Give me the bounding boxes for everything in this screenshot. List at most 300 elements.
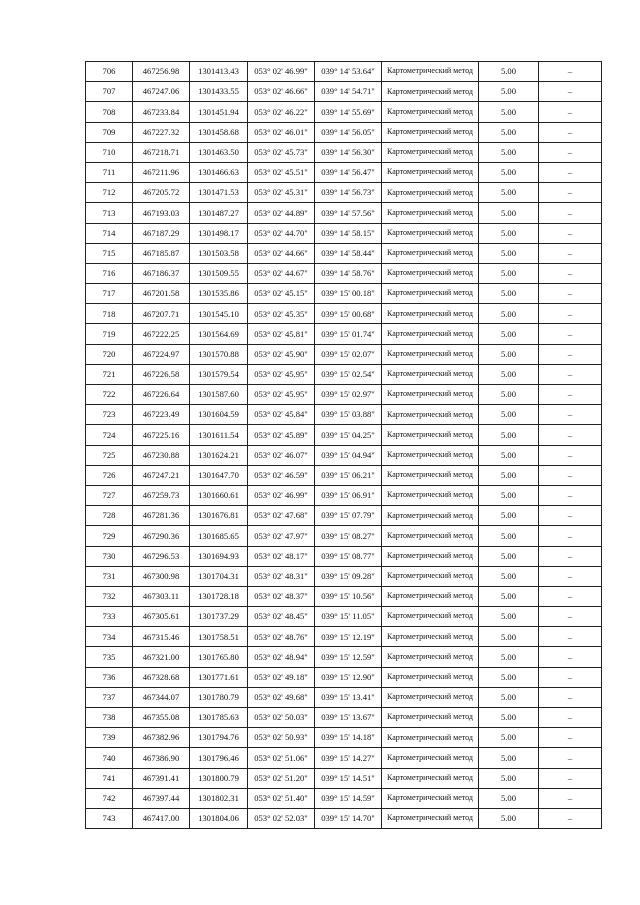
- accuracy-cell: 5.00: [479, 768, 539, 788]
- x-coordinate-cell: 467321.00: [133, 647, 190, 667]
- point-number-cell: 712: [86, 183, 133, 203]
- method-cell: Картометрический метод: [382, 364, 479, 384]
- x-coordinate-cell: 467315.46: [133, 627, 190, 647]
- note-cell: –: [539, 607, 602, 627]
- x-coordinate-cell: 467247.21: [133, 465, 190, 485]
- point-number-cell: 728: [86, 506, 133, 526]
- table-row: [86, 62, 602, 82]
- method-cell: Картометрический метод: [382, 425, 479, 445]
- accuracy-cell: 5.00: [479, 405, 539, 425]
- table-row: [86, 526, 602, 546]
- point-number-cell: 708: [86, 102, 133, 122]
- point-number-cell: 713: [86, 203, 133, 223]
- point-number-cell: 737: [86, 687, 133, 707]
- accuracy-cell: 5.00: [479, 324, 539, 344]
- x-coordinate-cell: 467344.07: [133, 687, 190, 707]
- point-number-cell: 714: [86, 223, 133, 243]
- longitude-cell: 039° 15' 14.18": [315, 728, 382, 748]
- x-coordinate-cell: 467193.03: [133, 203, 190, 223]
- note-cell: –: [539, 566, 602, 586]
- table-row: [86, 263, 602, 283]
- latitude-cell: 053° 02' 44.89": [248, 203, 315, 223]
- longitude-cell: 039° 14' 58.76": [315, 263, 382, 283]
- accuracy-cell: 5.00: [479, 485, 539, 505]
- longitude-cell: 039° 14' 56.47": [315, 162, 382, 182]
- table-row: [86, 748, 602, 768]
- table-row: [86, 223, 602, 243]
- point-number-cell: 740: [86, 748, 133, 768]
- table-row: [86, 687, 602, 707]
- accuracy-cell: 5.00: [479, 243, 539, 263]
- accuracy-cell: 5.00: [479, 708, 539, 728]
- x-coordinate-cell: 467355.08: [133, 708, 190, 728]
- y-coordinate-cell: 1301728.18: [190, 586, 248, 606]
- latitude-cell: 053° 02' 44.67": [248, 263, 315, 283]
- note-cell: –: [539, 364, 602, 384]
- y-coordinate-cell: 1301503.58: [190, 243, 248, 263]
- method-cell: Картометрический метод: [382, 708, 479, 728]
- note-cell: –: [539, 304, 602, 324]
- note-cell: –: [539, 445, 602, 465]
- y-coordinate-cell: 1301463.50: [190, 142, 248, 162]
- note-cell: –: [539, 324, 602, 344]
- accuracy-cell: 5.00: [479, 546, 539, 566]
- longitude-cell: 039° 14' 57.56": [315, 203, 382, 223]
- x-coordinate-cell: 467391.41: [133, 768, 190, 788]
- note-cell: –: [539, 546, 602, 566]
- longitude-cell: 039° 15' 13.67": [315, 708, 382, 728]
- method-cell: Картометрический метод: [382, 223, 479, 243]
- note-cell: –: [539, 708, 602, 728]
- latitude-cell: 053° 02' 45.31": [248, 183, 315, 203]
- accuracy-cell: 5.00: [479, 284, 539, 304]
- y-coordinate-cell: 1301564.69: [190, 324, 248, 344]
- latitude-cell: 053° 02' 45.90": [248, 344, 315, 364]
- note-cell: –: [539, 627, 602, 647]
- latitude-cell: 053° 02' 45.51": [248, 162, 315, 182]
- note-cell: –: [539, 647, 602, 667]
- latitude-cell: 053° 02' 51.20": [248, 768, 315, 788]
- note-cell: –: [539, 162, 602, 182]
- accuracy-cell: 5.00: [479, 647, 539, 667]
- accuracy-cell: 5.00: [479, 183, 539, 203]
- latitude-cell: 053° 02' 46.99": [248, 62, 315, 82]
- longitude-cell: 039° 14' 58.15": [315, 223, 382, 243]
- table-row: [86, 728, 602, 748]
- y-coordinate-cell: 1301451.94: [190, 102, 248, 122]
- table-row: [86, 142, 602, 162]
- table-row: [86, 82, 602, 102]
- point-number-cell: 719: [86, 324, 133, 344]
- note-cell: –: [539, 586, 602, 606]
- latitude-cell: 053° 02' 48.37": [248, 586, 315, 606]
- note-cell: –: [539, 485, 602, 505]
- table-row: [86, 102, 602, 122]
- method-cell: Картометрический метод: [382, 465, 479, 485]
- latitude-cell: 053° 02' 51.06": [248, 748, 315, 768]
- latitude-cell: 053° 02' 50.93": [248, 728, 315, 748]
- latitude-cell: 053° 02' 46.07": [248, 445, 315, 465]
- point-number-cell: 709: [86, 122, 133, 142]
- y-coordinate-cell: 1301780.79: [190, 687, 248, 707]
- method-cell: Картометрический метод: [382, 183, 479, 203]
- latitude-cell: 053° 02' 51.40": [248, 788, 315, 808]
- y-coordinate-cell: 1301647.70: [190, 465, 248, 485]
- latitude-cell: 053° 02' 45.15": [248, 284, 315, 304]
- latitude-cell: 053° 02' 47.97": [248, 526, 315, 546]
- table-row: [86, 667, 602, 687]
- latitude-cell: 053° 02' 45.81": [248, 324, 315, 344]
- longitude-cell: 039° 15' 04.94": [315, 445, 382, 465]
- table-row: [86, 485, 602, 505]
- longitude-cell: 039° 14' 56.30": [315, 142, 382, 162]
- y-coordinate-cell: 1301604.59: [190, 405, 248, 425]
- table-row: [86, 627, 602, 647]
- latitude-cell: 053° 02' 45.84": [248, 405, 315, 425]
- method-cell: Картометрический метод: [382, 566, 479, 586]
- longitude-cell: 039° 15' 02.07": [315, 344, 382, 364]
- x-coordinate-cell: 467386.90: [133, 748, 190, 768]
- point-number-cell: 735: [86, 647, 133, 667]
- accuracy-cell: 5.00: [479, 62, 539, 82]
- y-coordinate-cell: 1301471.53: [190, 183, 248, 203]
- note-cell: –: [539, 808, 602, 828]
- x-coordinate-cell: 467290.36: [133, 526, 190, 546]
- method-cell: Картометрический метод: [382, 62, 479, 82]
- y-coordinate-cell: 1301685.65: [190, 526, 248, 546]
- latitude-cell: 053° 02' 46.59": [248, 465, 315, 485]
- note-cell: –: [539, 82, 602, 102]
- latitude-cell: 053° 02' 44.70": [248, 223, 315, 243]
- method-cell: Картометрический метод: [382, 788, 479, 808]
- y-coordinate-cell: 1301794.76: [190, 728, 248, 748]
- table-row: [86, 425, 602, 445]
- latitude-cell: 053° 02' 48.17": [248, 546, 315, 566]
- longitude-cell: 039° 14' 56.05": [315, 122, 382, 142]
- x-coordinate-cell: 467227.32: [133, 122, 190, 142]
- point-number-cell: 707: [86, 82, 133, 102]
- point-number-cell: 733: [86, 607, 133, 627]
- longitude-cell: 039° 15' 03.88": [315, 405, 382, 425]
- y-coordinate-cell: 1301587.60: [190, 385, 248, 405]
- table-row: [86, 546, 602, 566]
- y-coordinate-cell: 1301433.55: [190, 82, 248, 102]
- longitude-cell: 039° 14' 55.69": [315, 102, 382, 122]
- x-coordinate-cell: 467205.72: [133, 183, 190, 203]
- accuracy-cell: 5.00: [479, 465, 539, 485]
- point-number-cell: 742: [86, 788, 133, 808]
- x-coordinate-cell: 467417.00: [133, 808, 190, 828]
- table-row: [86, 566, 602, 586]
- longitude-cell: 039° 15' 07.79": [315, 506, 382, 526]
- table-row: [86, 708, 602, 728]
- table-row: [86, 405, 602, 425]
- longitude-cell: 039° 15' 00.18": [315, 284, 382, 304]
- method-cell: Картометрический метод: [382, 82, 479, 102]
- accuracy-cell: 5.00: [479, 122, 539, 142]
- point-number-cell: 725: [86, 445, 133, 465]
- method-cell: Картометрический метод: [382, 687, 479, 707]
- table-row: [86, 808, 602, 828]
- latitude-cell: 053° 02' 48.94": [248, 647, 315, 667]
- longitude-cell: 039° 15' 08.77": [315, 546, 382, 566]
- accuracy-cell: 5.00: [479, 687, 539, 707]
- accuracy-cell: 5.00: [479, 607, 539, 627]
- latitude-cell: 053° 02' 52.03": [248, 808, 315, 828]
- table-row: [86, 344, 602, 364]
- accuracy-cell: 5.00: [479, 788, 539, 808]
- method-cell: Картометрический метод: [382, 203, 479, 223]
- x-coordinate-cell: 467305.61: [133, 607, 190, 627]
- point-number-cell: 710: [86, 142, 133, 162]
- longitude-cell: 039° 15' 06.21": [315, 465, 382, 485]
- y-coordinate-cell: 1301535.86: [190, 284, 248, 304]
- table-row: [86, 122, 602, 142]
- longitude-cell: 039° 14' 58.44": [315, 243, 382, 263]
- y-coordinate-cell: 1301458.68: [190, 122, 248, 142]
- point-number-cell: 729: [86, 526, 133, 546]
- table-row: [86, 506, 602, 526]
- accuracy-cell: 5.00: [479, 162, 539, 182]
- longitude-cell: 039° 15' 02.54": [315, 364, 382, 384]
- y-coordinate-cell: 1301611.54: [190, 425, 248, 445]
- x-coordinate-cell: 467224.97: [133, 344, 190, 364]
- note-cell: –: [539, 768, 602, 788]
- x-coordinate-cell: 467397.44: [133, 788, 190, 808]
- x-coordinate-cell: 467233.84: [133, 102, 190, 122]
- note-cell: –: [539, 284, 602, 304]
- point-number-cell: 734: [86, 627, 133, 647]
- longitude-cell: 039° 15' 08.27": [315, 526, 382, 546]
- latitude-cell: 053° 02' 47.68": [248, 506, 315, 526]
- note-cell: –: [539, 667, 602, 687]
- latitude-cell: 053° 02' 45.95": [248, 385, 315, 405]
- table-row: [86, 445, 602, 465]
- note-cell: –: [539, 405, 602, 425]
- accuracy-cell: 5.00: [479, 586, 539, 606]
- x-coordinate-cell: 467303.11: [133, 586, 190, 606]
- method-cell: Картометрический метод: [382, 667, 479, 687]
- point-number-cell: 706: [86, 62, 133, 82]
- table-row: [86, 768, 602, 788]
- latitude-cell: 053° 02' 46.99": [248, 485, 315, 505]
- x-coordinate-cell: 467247.06: [133, 82, 190, 102]
- accuracy-cell: 5.00: [479, 344, 539, 364]
- note-cell: –: [539, 102, 602, 122]
- x-coordinate-cell: 467256.98: [133, 62, 190, 82]
- point-number-cell: 717: [86, 284, 133, 304]
- note-cell: –: [539, 506, 602, 526]
- accuracy-cell: 5.00: [479, 526, 539, 546]
- longitude-cell: 039° 15' 12.90": [315, 667, 382, 687]
- table-row: [86, 586, 602, 606]
- note-cell: –: [539, 122, 602, 142]
- point-number-cell: 736: [86, 667, 133, 687]
- accuracy-cell: 5.00: [479, 808, 539, 828]
- point-number-cell: 722: [86, 385, 133, 405]
- table-row: [86, 788, 602, 808]
- method-cell: Картометрический метод: [382, 748, 479, 768]
- note-cell: –: [539, 223, 602, 243]
- method-cell: Картометрический метод: [382, 808, 479, 828]
- longitude-cell: 039° 15' 14.70": [315, 808, 382, 828]
- x-coordinate-cell: 467259.73: [133, 485, 190, 505]
- coordinates-table-body: [86, 62, 602, 829]
- x-coordinate-cell: 467218.71: [133, 142, 190, 162]
- longitude-cell: 039° 15' 10.56": [315, 586, 382, 606]
- point-number-cell: 711: [86, 162, 133, 182]
- method-cell: Картометрический метод: [382, 586, 479, 606]
- method-cell: Картометрический метод: [382, 344, 479, 364]
- table-row: [86, 284, 602, 304]
- accuracy-cell: 5.00: [479, 748, 539, 768]
- longitude-cell: 039° 15' 14.59": [315, 788, 382, 808]
- point-number-cell: 726: [86, 465, 133, 485]
- note-cell: –: [539, 142, 602, 162]
- method-cell: Картометрический метод: [382, 506, 479, 526]
- method-cell: Картометрический метод: [382, 768, 479, 788]
- method-cell: Картометрический метод: [382, 526, 479, 546]
- table-row: [86, 465, 602, 485]
- method-cell: Картометрический метод: [382, 728, 479, 748]
- longitude-cell: 039° 15' 12.59": [315, 647, 382, 667]
- accuracy-cell: 5.00: [479, 445, 539, 465]
- method-cell: Картометрический метод: [382, 284, 479, 304]
- x-coordinate-cell: 467382.96: [133, 728, 190, 748]
- y-coordinate-cell: 1301758.51: [190, 627, 248, 647]
- method-cell: Картометрический метод: [382, 546, 479, 566]
- longitude-cell: 039° 14' 56.73": [315, 183, 382, 203]
- y-coordinate-cell: 1301545.10: [190, 304, 248, 324]
- latitude-cell: 053° 02' 44.66": [248, 243, 315, 263]
- table-row: [86, 203, 602, 223]
- y-coordinate-cell: 1301694.93: [190, 546, 248, 566]
- y-coordinate-cell: 1301660.61: [190, 485, 248, 505]
- point-number-cell: 732: [86, 586, 133, 606]
- accuracy-cell: 5.00: [479, 728, 539, 748]
- accuracy-cell: 5.00: [479, 425, 539, 445]
- note-cell: –: [539, 243, 602, 263]
- note-cell: –: [539, 62, 602, 82]
- longitude-cell: 039° 15' 02.97": [315, 385, 382, 405]
- longitude-cell: 039° 15' 00.68": [315, 304, 382, 324]
- latitude-cell: 053° 02' 45.95": [248, 364, 315, 384]
- point-number-cell: 720: [86, 344, 133, 364]
- x-coordinate-cell: 467226.58: [133, 364, 190, 384]
- point-number-cell: 718: [86, 304, 133, 324]
- coordinates-table: [85, 61, 602, 829]
- longitude-cell: 039° 15' 12.19": [315, 627, 382, 647]
- method-cell: Картометрический метод: [382, 627, 479, 647]
- accuracy-cell: 5.00: [479, 142, 539, 162]
- note-cell: –: [539, 183, 602, 203]
- point-number-cell: 723: [86, 405, 133, 425]
- latitude-cell: 053° 02' 48.31": [248, 566, 315, 586]
- accuracy-cell: 5.00: [479, 667, 539, 687]
- method-cell: Картометрический метод: [382, 385, 479, 405]
- y-coordinate-cell: 1301509.55: [190, 263, 248, 283]
- longitude-cell: 039° 15' 09.28": [315, 566, 382, 586]
- point-number-cell: 743: [86, 808, 133, 828]
- x-coordinate-cell: 467187.29: [133, 223, 190, 243]
- x-coordinate-cell: 467281.36: [133, 506, 190, 526]
- method-cell: Картометрический метод: [382, 607, 479, 627]
- x-coordinate-cell: 467201.58: [133, 284, 190, 304]
- latitude-cell: 053° 02' 48.76": [248, 627, 315, 647]
- x-coordinate-cell: 467225.16: [133, 425, 190, 445]
- note-cell: –: [539, 728, 602, 748]
- longitude-cell: 039° 15' 13.41": [315, 687, 382, 707]
- method-cell: Картометрический метод: [382, 324, 479, 344]
- method-cell: Картометрический метод: [382, 243, 479, 263]
- table-row: [86, 364, 602, 384]
- note-cell: –: [539, 687, 602, 707]
- latitude-cell: 053° 02' 45.89": [248, 425, 315, 445]
- x-coordinate-cell: 467226.64: [133, 385, 190, 405]
- point-number-cell: 730: [86, 546, 133, 566]
- note-cell: –: [539, 465, 602, 485]
- longitude-cell: 039° 15' 06.91": [315, 485, 382, 505]
- accuracy-cell: 5.00: [479, 203, 539, 223]
- x-coordinate-cell: 467300.98: [133, 566, 190, 586]
- latitude-cell: 053° 02' 49.68": [248, 687, 315, 707]
- method-cell: Картометрический метод: [382, 102, 479, 122]
- x-coordinate-cell: 467230.88: [133, 445, 190, 465]
- y-coordinate-cell: 1301487.27: [190, 203, 248, 223]
- note-cell: –: [539, 263, 602, 283]
- method-cell: Картометрический метод: [382, 122, 479, 142]
- method-cell: Картометрический метод: [382, 263, 479, 283]
- method-cell: Картометрический метод: [382, 304, 479, 324]
- x-coordinate-cell: 467223.49: [133, 405, 190, 425]
- note-cell: –: [539, 425, 602, 445]
- accuracy-cell: 5.00: [479, 263, 539, 283]
- accuracy-cell: 5.00: [479, 82, 539, 102]
- note-cell: –: [539, 344, 602, 364]
- point-number-cell: 739: [86, 728, 133, 748]
- point-number-cell: 721: [86, 364, 133, 384]
- y-coordinate-cell: 1301704.31: [190, 566, 248, 586]
- longitude-cell: 039° 15' 01.74": [315, 324, 382, 344]
- x-coordinate-cell: 467222.25: [133, 324, 190, 344]
- x-coordinate-cell: 467211.96: [133, 162, 190, 182]
- accuracy-cell: 5.00: [479, 566, 539, 586]
- y-coordinate-cell: 1301802.31: [190, 788, 248, 808]
- longitude-cell: 039° 14' 53.64": [315, 62, 382, 82]
- x-coordinate-cell: 467186.37: [133, 263, 190, 283]
- method-cell: Картометрический метод: [382, 162, 479, 182]
- accuracy-cell: 5.00: [479, 364, 539, 384]
- longitude-cell: 039° 15' 11.05": [315, 607, 382, 627]
- point-number-cell: 716: [86, 263, 133, 283]
- table-row: [86, 243, 602, 263]
- latitude-cell: 053° 02' 48.45": [248, 607, 315, 627]
- method-cell: Картометрический метод: [382, 647, 479, 667]
- latitude-cell: 053° 02' 45.35": [248, 304, 315, 324]
- y-coordinate-cell: 1301413.43: [190, 62, 248, 82]
- note-cell: –: [539, 526, 602, 546]
- table-row: [86, 647, 602, 667]
- longitude-cell: 039° 15' 14.51": [315, 768, 382, 788]
- note-cell: –: [539, 385, 602, 405]
- latitude-cell: 053° 02' 50.03": [248, 708, 315, 728]
- y-coordinate-cell: 1301785.63: [190, 708, 248, 728]
- note-cell: –: [539, 748, 602, 768]
- method-cell: Картометрический метод: [382, 142, 479, 162]
- x-coordinate-cell: 467328.68: [133, 667, 190, 687]
- accuracy-cell: 5.00: [479, 506, 539, 526]
- y-coordinate-cell: 1301624.21: [190, 445, 248, 465]
